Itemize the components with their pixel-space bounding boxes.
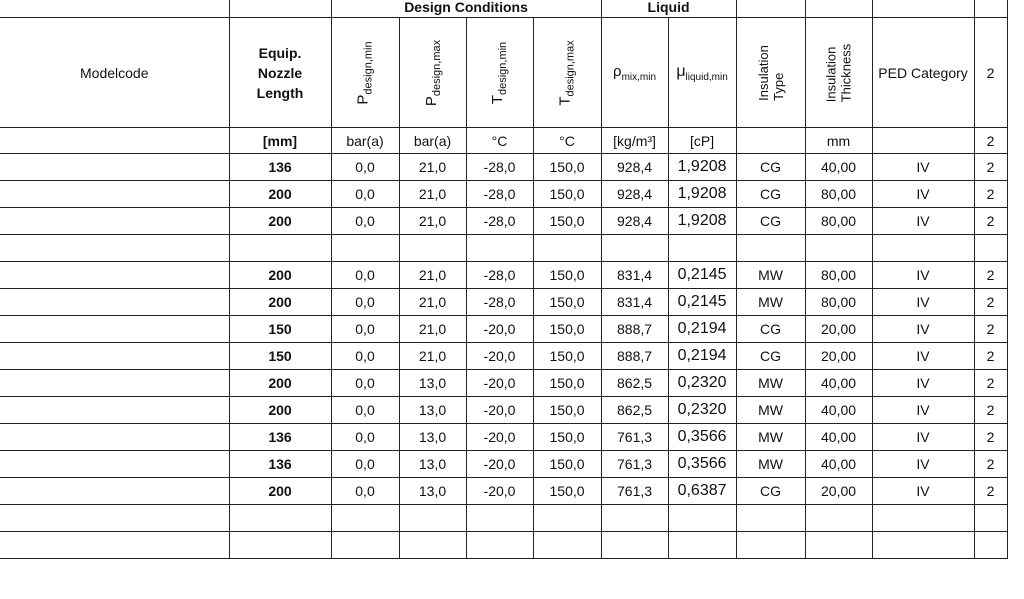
mu-liquid-min-header bbox=[668, 18, 736, 128]
p-design-max-cell: 21,0 bbox=[399, 316, 466, 343]
insulation-type-line2: Type bbox=[770, 72, 786, 101]
mu-liquid-min-cell bbox=[668, 532, 736, 559]
nozzle-length-cell: 200 bbox=[229, 478, 331, 505]
t-max-subscript: design,max bbox=[565, 39, 578, 97]
last-column-cell: 2 bbox=[974, 424, 1007, 451]
nozzle-length-cell bbox=[229, 505, 331, 532]
nozzle-length-cell: 136 bbox=[229, 424, 331, 451]
ped-category-cell: IV bbox=[872, 343, 974, 370]
t-design-max-cell: 150,0 bbox=[533, 343, 601, 370]
insulation-type-cell: CG bbox=[736, 181, 805, 208]
p-design-min-cell bbox=[331, 235, 399, 262]
p-design-min-header bbox=[331, 18, 399, 128]
p-symbol: P bbox=[422, 95, 440, 106]
t-design-max-cell: 150,0 bbox=[533, 181, 601, 208]
nozzle-length-cell: 200 bbox=[229, 289, 331, 316]
t-design-max-cell: 150,0 bbox=[533, 370, 601, 397]
nozzle-length-cell: 150 bbox=[229, 343, 331, 370]
table-row bbox=[0, 289, 1007, 316]
modelcode-cell bbox=[0, 505, 229, 532]
p-design-max-cell: 21,0 bbox=[399, 181, 466, 208]
mu-liquid-min-cell: 1,9208 bbox=[668, 181, 736, 208]
insulation-type-cell: MW bbox=[736, 370, 805, 397]
ped-category-header: PED Category bbox=[872, 18, 974, 128]
nozzle-length-cell: 136 bbox=[229, 451, 331, 478]
last-column-cell: 2 bbox=[974, 451, 1007, 478]
design-conditions-group-label: Design Conditions bbox=[331, 0, 601, 18]
p-design-min-cell: 0,0 bbox=[331, 208, 399, 235]
group-spacer-cell bbox=[229, 0, 331, 18]
ped-category-cell: IV bbox=[872, 208, 974, 235]
unit-cell: bar(a) bbox=[331, 128, 399, 154]
p-design-max-header bbox=[399, 18, 466, 128]
insulation-type-cell: CG bbox=[736, 208, 805, 235]
ped-category-cell: IV bbox=[872, 397, 974, 424]
last-column-cell: 2 bbox=[974, 289, 1007, 316]
insulation-thickness-cell: 80,00 bbox=[805, 208, 872, 235]
last-column-cell: 2 bbox=[974, 208, 1007, 235]
table-row bbox=[0, 424, 1007, 451]
insulation-type-cell: MW bbox=[736, 289, 805, 316]
last-column-cell: 2 bbox=[974, 154, 1007, 181]
insulation-thickness-cell: 40,00 bbox=[805, 154, 872, 181]
t-symbol: T bbox=[557, 96, 575, 106]
t-design-max-cell bbox=[533, 505, 601, 532]
insulation-thickness-cell: 40,00 bbox=[805, 397, 872, 424]
ped-category-cell: IV bbox=[872, 316, 974, 343]
insulation-type-cell: MW bbox=[736, 262, 805, 289]
mu-liquid-min-cell: 0,2145 bbox=[668, 262, 736, 289]
insulation-thickness-header bbox=[805, 18, 872, 128]
p-design-max-cell: 21,0 bbox=[399, 208, 466, 235]
blank-table-row bbox=[0, 532, 1007, 559]
unit-cell bbox=[0, 128, 229, 154]
last-column-cell: 2 bbox=[974, 478, 1007, 505]
t-design-min-cell: -28,0 bbox=[466, 181, 533, 208]
modelcode-cell bbox=[0, 478, 229, 505]
t-design-min-cell: -28,0 bbox=[466, 208, 533, 235]
p-design-min-cell: 0,0 bbox=[331, 262, 399, 289]
nozzle-length-cell: 200 bbox=[229, 262, 331, 289]
insulation-thickness-cell: 40,00 bbox=[805, 424, 872, 451]
t-design-min-cell: -20,0 bbox=[466, 424, 533, 451]
last-column-cell: 2 bbox=[974, 181, 1007, 208]
insulation-thickness-cell bbox=[805, 505, 872, 532]
blank-table-row bbox=[0, 235, 1007, 262]
p-design-min-cell: 0,0 bbox=[331, 478, 399, 505]
ped-category-cell: IV bbox=[872, 478, 974, 505]
mu-liquid-min-cell: 0,2320 bbox=[668, 397, 736, 424]
mu-liquid-min-cell: 0,2320 bbox=[668, 370, 736, 397]
t-design-max-cell: 150,0 bbox=[533, 316, 601, 343]
unit-cell bbox=[736, 128, 805, 154]
p-design-min-cell bbox=[331, 505, 399, 532]
modelcode-cell bbox=[0, 343, 229, 370]
t-design-min-cell bbox=[466, 235, 533, 262]
nozzle-length-cell: 200 bbox=[229, 181, 331, 208]
last-column-cell: 2 bbox=[974, 262, 1007, 289]
modelcode-cell bbox=[0, 397, 229, 424]
insulation-type-cell: CG bbox=[736, 316, 805, 343]
modelcode-cell bbox=[0, 532, 229, 559]
unit-cell bbox=[872, 128, 974, 154]
t-design-min-cell: -20,0 bbox=[466, 316, 533, 343]
modelcode-cell bbox=[0, 262, 229, 289]
table-row bbox=[0, 451, 1007, 478]
rho-mix-min-cell: 831,4 bbox=[601, 289, 668, 316]
mu-liquid-min-cell bbox=[668, 505, 736, 532]
insulation-thickness-cell: 80,00 bbox=[805, 262, 872, 289]
modelcode-cell bbox=[0, 424, 229, 451]
modelcode-cell bbox=[0, 451, 229, 478]
unit-cell: °C bbox=[533, 128, 601, 154]
mu-liquid-min-cell: 1,9208 bbox=[668, 208, 736, 235]
p-design-max-cell: 13,0 bbox=[399, 397, 466, 424]
nozzle-length-cell: 200 bbox=[229, 397, 331, 424]
table-body bbox=[0, 154, 1007, 559]
table-row bbox=[0, 181, 1007, 208]
insulation-thickness-cell: 20,00 bbox=[805, 478, 872, 505]
rho-mix-min-cell: 761,3 bbox=[601, 451, 668, 478]
mu-liquid-min-cell: 0,6387 bbox=[668, 478, 736, 505]
t-design-max-cell: 150,0 bbox=[533, 424, 601, 451]
t-design-min-cell: -20,0 bbox=[466, 478, 533, 505]
table-row bbox=[0, 262, 1007, 289]
p-design-min-cell: 0,0 bbox=[331, 181, 399, 208]
p-design-min-cell bbox=[331, 532, 399, 559]
t-design-min-cell bbox=[466, 505, 533, 532]
t-design-min-cell: -28,0 bbox=[466, 262, 533, 289]
insulation-thickness-line1: Insulation bbox=[823, 46, 839, 102]
modelcode-cell bbox=[0, 208, 229, 235]
t-design-max-cell: 150,0 bbox=[533, 154, 601, 181]
nozzle-length-header-line3: Length bbox=[256, 84, 304, 101]
t-design-max-cell bbox=[533, 235, 601, 262]
p-symbol: P bbox=[355, 94, 372, 105]
t-design-max-cell: 150,0 bbox=[533, 451, 601, 478]
insulation-thickness-cell: 20,00 bbox=[805, 343, 872, 370]
unit-cell: °C bbox=[466, 128, 533, 154]
unit-cell: bar(a) bbox=[399, 128, 466, 154]
unit-cell: [mm] bbox=[229, 128, 331, 154]
modelcode-header: Modelcode bbox=[0, 18, 229, 128]
rho-mix-min-cell: 831,4 bbox=[601, 262, 668, 289]
last-column-cell: 2 bbox=[974, 397, 1007, 424]
table-row bbox=[0, 397, 1007, 424]
t-design-min-header bbox=[466, 18, 533, 128]
nozzle-length-cell: 200 bbox=[229, 208, 331, 235]
rho-mix-min-cell: 761,3 bbox=[601, 424, 668, 451]
t-design-min-cell: -20,0 bbox=[466, 397, 533, 424]
ped-category-cell: IV bbox=[872, 424, 974, 451]
p-design-max-cell: 13,0 bbox=[399, 424, 466, 451]
last-column-cell: 2 bbox=[974, 370, 1007, 397]
p-max-subscript: design,max bbox=[430, 39, 443, 96]
p-design-max-cell: 13,0 bbox=[399, 370, 466, 397]
p-design-min-cell: 0,0 bbox=[331, 370, 399, 397]
unit-cell: 2 bbox=[974, 128, 1007, 154]
rho-mix-min-cell: 862,5 bbox=[601, 370, 668, 397]
insulation-thickness-cell bbox=[805, 235, 872, 262]
insulation-type-cell bbox=[736, 235, 805, 262]
table-row bbox=[0, 316, 1007, 343]
table-row bbox=[0, 343, 1007, 370]
t-design-min-cell: -20,0 bbox=[466, 451, 533, 478]
insulation-type-cell bbox=[736, 532, 805, 559]
table-row bbox=[0, 478, 1007, 505]
t-design-min-cell: -28,0 bbox=[466, 154, 533, 181]
nozzle-length-header bbox=[229, 18, 331, 128]
rho-mix-min-cell: 888,7 bbox=[601, 316, 668, 343]
mu-subscript: liquid,min bbox=[685, 71, 728, 83]
mu-symbol: μ bbox=[676, 62, 686, 80]
table-row bbox=[0, 154, 1007, 181]
column-header-row bbox=[0, 18, 1007, 128]
mu-liquid-min-cell: 0,2194 bbox=[668, 343, 736, 370]
modelcode-cell bbox=[0, 370, 229, 397]
modelcode-cell bbox=[0, 289, 229, 316]
t-design-min-cell bbox=[466, 532, 533, 559]
unit-cell: [kg/m³] bbox=[601, 128, 668, 154]
t-design-max-header bbox=[533, 18, 601, 128]
t-symbol: T bbox=[489, 94, 507, 104]
last-column-cell bbox=[974, 235, 1007, 262]
ped-category-cell: IV bbox=[872, 289, 974, 316]
table-row bbox=[0, 370, 1007, 397]
last-column-cell: 2 bbox=[974, 343, 1007, 370]
p-design-max-cell bbox=[399, 505, 466, 532]
insulation-thickness-line2: Thickness bbox=[838, 43, 854, 102]
t-design-max-cell: 150,0 bbox=[533, 397, 601, 424]
table-row bbox=[0, 208, 1007, 235]
p-design-max-cell: 21,0 bbox=[399, 262, 466, 289]
nozzle-length-cell bbox=[229, 235, 331, 262]
mu-liquid-min-cell: 0,3566 bbox=[668, 424, 736, 451]
nozzle-length-cell: 200 bbox=[229, 370, 331, 397]
modelcode-cell bbox=[0, 181, 229, 208]
p-design-max-cell: 21,0 bbox=[399, 343, 466, 370]
t-design-max-cell bbox=[533, 532, 601, 559]
insulation-type-cell: CG bbox=[736, 154, 805, 181]
p-design-min-cell: 0,0 bbox=[331, 343, 399, 370]
rho-mix-min-cell bbox=[601, 505, 668, 532]
group-header-row bbox=[0, 0, 1007, 18]
ped-category-cell bbox=[872, 505, 974, 532]
rho-mix-min-cell: 928,4 bbox=[601, 208, 668, 235]
nozzle-length-cell: 136 bbox=[229, 154, 331, 181]
unit-cell: mm bbox=[805, 128, 872, 154]
t-design-min-cell: -20,0 bbox=[466, 343, 533, 370]
nozzle-length-header-line1: Equip. bbox=[258, 44, 302, 61]
mu-liquid-min-cell: 1,9208 bbox=[668, 154, 736, 181]
p-design-min-cell: 0,0 bbox=[331, 424, 399, 451]
p-design-max-cell bbox=[399, 532, 466, 559]
rho-mix-min-cell: 928,4 bbox=[601, 181, 668, 208]
t-min-subscript: design,min bbox=[497, 41, 510, 95]
rho-mix-min-cell: 928,4 bbox=[601, 154, 668, 181]
rho-mix-min-cell: 862,5 bbox=[601, 397, 668, 424]
modelcode-cell bbox=[0, 316, 229, 343]
rho-mix-min-cell: 761,3 bbox=[601, 478, 668, 505]
blank-table-row bbox=[0, 505, 1007, 532]
rho-symbol: ρ bbox=[613, 62, 622, 80]
last-column-cell bbox=[974, 532, 1007, 559]
insulation-type-cell: MW bbox=[736, 424, 805, 451]
p-min-subscript: design,min bbox=[363, 40, 375, 95]
t-design-min-cell: -28,0 bbox=[466, 289, 533, 316]
group-spacer-cell bbox=[736, 0, 805, 18]
insulation-type-cell: CG bbox=[736, 343, 805, 370]
nozzle-length-header-line2: Nozzle bbox=[257, 64, 303, 81]
last-column-cell bbox=[974, 505, 1007, 532]
t-design-max-cell: 150,0 bbox=[533, 478, 601, 505]
units-row bbox=[0, 128, 1007, 154]
p-design-min-cell: 0,0 bbox=[331, 397, 399, 424]
liquid-group-label: Liquid bbox=[601, 0, 736, 18]
ped-category-cell: IV bbox=[872, 370, 974, 397]
p-design-max-cell: 13,0 bbox=[399, 451, 466, 478]
p-design-max-cell: 13,0 bbox=[399, 478, 466, 505]
rho-subscript: mix,min bbox=[621, 71, 657, 83]
insulation-type-cell: CG bbox=[736, 478, 805, 505]
group-spacer-cell bbox=[872, 0, 974, 18]
unit-cell: [cP] bbox=[668, 128, 736, 154]
nozzle-length-cell: 150 bbox=[229, 316, 331, 343]
insulation-thickness-cell: 80,00 bbox=[805, 181, 872, 208]
p-design-min-cell: 0,0 bbox=[331, 289, 399, 316]
insulation-thickness-cell: 40,00 bbox=[805, 451, 872, 478]
last-column-header: 2 bbox=[974, 18, 1007, 128]
p-design-max-cell bbox=[399, 235, 466, 262]
ped-category-cell: IV bbox=[872, 451, 974, 478]
ped-category-cell: IV bbox=[872, 181, 974, 208]
insulation-type-cell: MW bbox=[736, 397, 805, 424]
modelcode-cell bbox=[0, 235, 229, 262]
insulation-type-header bbox=[736, 18, 805, 128]
p-design-max-cell: 21,0 bbox=[399, 289, 466, 316]
modelcode-cell bbox=[0, 154, 229, 181]
mu-liquid-min-cell bbox=[668, 235, 736, 262]
mu-liquid-min-cell: 0,3566 bbox=[668, 451, 736, 478]
p-design-min-cell: 0,0 bbox=[331, 451, 399, 478]
p-design-min-cell: 0,0 bbox=[331, 316, 399, 343]
rho-mix-min-header bbox=[601, 18, 668, 128]
rho-mix-min-cell bbox=[601, 532, 668, 559]
ped-category-cell bbox=[872, 532, 974, 559]
insulation-thickness-cell: 40,00 bbox=[805, 370, 872, 397]
p-design-max-cell: 21,0 bbox=[399, 154, 466, 181]
mu-liquid-min-cell: 0,2145 bbox=[668, 289, 736, 316]
ped-category-cell bbox=[872, 235, 974, 262]
insulation-thickness-cell bbox=[805, 532, 872, 559]
nozzle-length-cell bbox=[229, 532, 331, 559]
last-column-cell: 2 bbox=[974, 316, 1007, 343]
group-spacer-cell bbox=[974, 0, 1007, 18]
p-design-min-cell: 0,0 bbox=[331, 154, 399, 181]
insulation-type-line1: Insulation bbox=[755, 44, 771, 101]
group-spacer-cell bbox=[0, 0, 229, 18]
insulation-thickness-cell: 80,00 bbox=[805, 289, 872, 316]
rho-mix-min-cell: 888,7 bbox=[601, 343, 668, 370]
ped-category-cell: IV bbox=[872, 154, 974, 181]
t-design-max-cell: 150,0 bbox=[533, 208, 601, 235]
t-design-max-cell: 150,0 bbox=[533, 289, 601, 316]
insulation-type-cell bbox=[736, 505, 805, 532]
mu-liquid-min-cell: 0,2194 bbox=[668, 316, 736, 343]
group-spacer-cell bbox=[805, 0, 872, 18]
insulation-type-cell: MW bbox=[736, 451, 805, 478]
t-design-max-cell: 150,0 bbox=[533, 262, 601, 289]
rho-mix-min-cell bbox=[601, 235, 668, 262]
insulation-thickness-cell: 20,00 bbox=[805, 316, 872, 343]
ped-category-cell: IV bbox=[872, 262, 974, 289]
t-design-min-cell: -20,0 bbox=[466, 370, 533, 397]
